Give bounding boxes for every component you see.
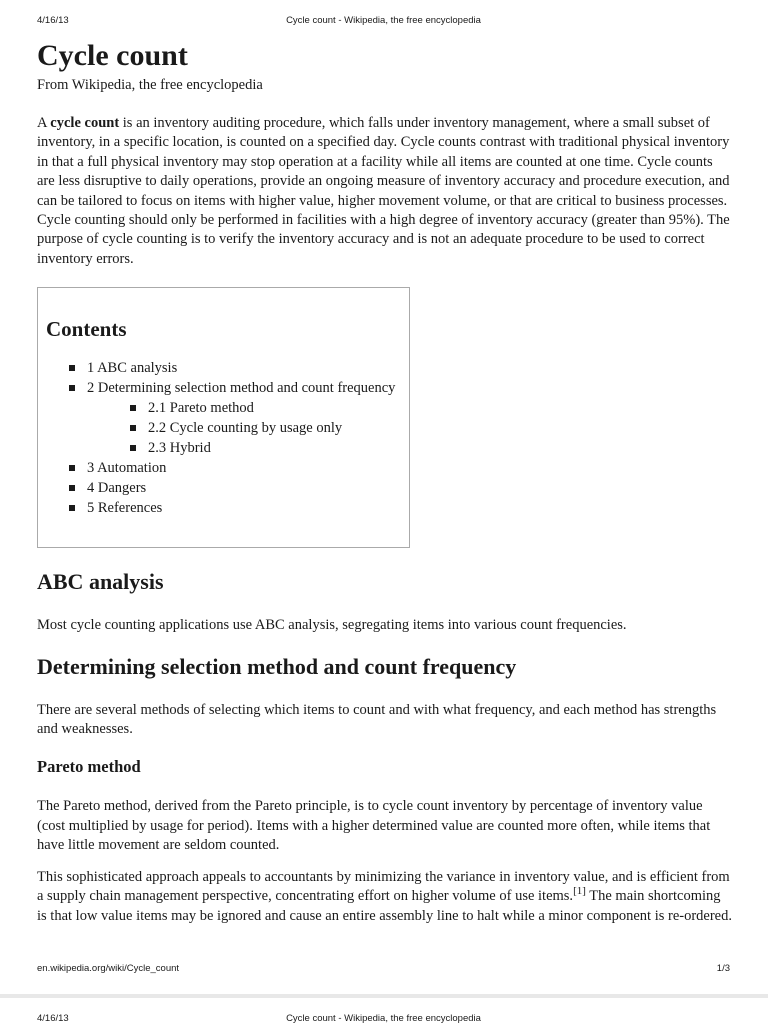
next-page-title: Cycle count - Wikipedia, the free encyclopedia: [286, 1013, 481, 1024]
toc-item-hybrid[interactable]: [127, 438, 409, 458]
print-footer: [37, 963, 730, 977]
toc-item-label: 2 Determining selection method and count frequency: [87, 380, 396, 397]
toc-item-determining[interactable]: [66, 378, 409, 458]
toc-item-pareto[interactable]: [127, 398, 409, 418]
section-heading-determining: Determining selection method and count frequency: [37, 653, 517, 679]
toc-item-label: 1 ABC analysis: [87, 360, 178, 377]
intro-paragraph: [37, 114, 733, 269]
next-page-header: [37, 1013, 730, 1027]
page-title: Cycle count: [37, 39, 188, 72]
article: [37, 36, 733, 926]
print-header: [37, 15, 730, 29]
bullet-icon: [69, 385, 75, 391]
pareto-text-before: This sophisticated approach appeals to accountants by minimizing the variance in inventory value, and is efficient from a supply chain management perspective, concentrating effort on higher volume of use items.: [37, 868, 730, 905]
pareto-text-after: The main shortcoming is that low value items may be ignored and cause an entire assembly line to halt while a minor component is re-ordered.: [37, 888, 732, 924]
toc-item-label: 5 References: [87, 500, 163, 517]
determining-paragraph: There are several methods of selecting which items to count and with what frequency, and each method has strengths and weaknesses.: [37, 701, 717, 738]
bullet-icon: [69, 365, 75, 371]
toc-item-label: 2.1 Pareto method: [148, 400, 254, 417]
toc-item-automation[interactable]: [66, 458, 409, 478]
next-page-date: 4/16/13: [37, 1013, 69, 1024]
print-date: 4/16/13: [37, 15, 69, 26]
print-title: Cycle count - Wikipedia, the free encyclopedia: [286, 15, 481, 26]
section-heading-pareto: Pareto method: [37, 757, 141, 777]
toc-sublist: [87, 398, 409, 458]
toc-item-dangers[interactable]: [66, 478, 409, 498]
intro-bold-term: cycle count: [50, 115, 120, 131]
intro-text: is an inventory auditing procedure, which falls under inventory management, where a small subset of inventory, in a specific location, is counted on a specified day. Cycle counts contrast with traditional physical inventory in that a full physical inventory may stop operation at a facility while all items are counted at one time. Cycle counts are less disruptive to daily operations, provide an ongoing measure of inventory accuracy and procedure execution, and can be tailored to focus on items with higher value, higher movement volume, or that are critical to business processes. Cycle counting should only be performed in facilities with a high degree of inventory accuracy (greater than 95%). The purpose of cycle counting is to verify the inventory accuracy and is not an adequate procedure to be used to correct inventory errors.: [37, 115, 730, 267]
intro-prefix: A: [37, 115, 51, 131]
toc-item-label: 2.2 Cycle counting by usage only: [148, 420, 343, 437]
bullet-icon: [69, 505, 75, 511]
pareto-paragraph-2: [37, 868, 733, 926]
page-separator: [0, 994, 768, 998]
toc-item-label: 4 Dangers: [87, 480, 147, 497]
toc-item-label: 3 Automation: [87, 460, 167, 477]
toc-item-usage-only[interactable]: [127, 418, 409, 438]
page-number: 1/3: [716, 963, 730, 974]
tagline: From Wikipedia, the free encyclopedia: [37, 77, 263, 93]
toc-heading: Contents: [46, 317, 127, 342]
bullet-icon: [69, 465, 75, 471]
toc-item-label: 2.3 Hybrid: [148, 440, 211, 457]
pareto-paragraph-1: The Pareto method, derived from the Pareto principle, is to cycle count inventory by percentage of inventory value (cost multiplied by usage for period). Items with a higher determined value are counted more often, while items that have little movement are seldom counted.: [37, 798, 711, 854]
bullet-icon: [130, 405, 136, 411]
abc-paragraph: Most cycle counting applications use ABC analysis, segregating items into various count frequencies.: [37, 617, 627, 634]
section-heading-abc: ABC analysis: [37, 569, 164, 595]
bullet-icon: [130, 425, 136, 431]
bullet-icon: [130, 445, 136, 451]
reference-link[interactable]: [1]: [573, 885, 586, 898]
table-of-contents: [37, 287, 410, 548]
toc-list: [46, 358, 409, 518]
print-url: en.wikipedia.org/wiki/Cycle_count: [37, 963, 180, 974]
bullet-icon: [69, 485, 75, 491]
toc-item-references[interactable]: [66, 498, 409, 518]
toc-item-abc-analysis[interactable]: [66, 358, 409, 378]
